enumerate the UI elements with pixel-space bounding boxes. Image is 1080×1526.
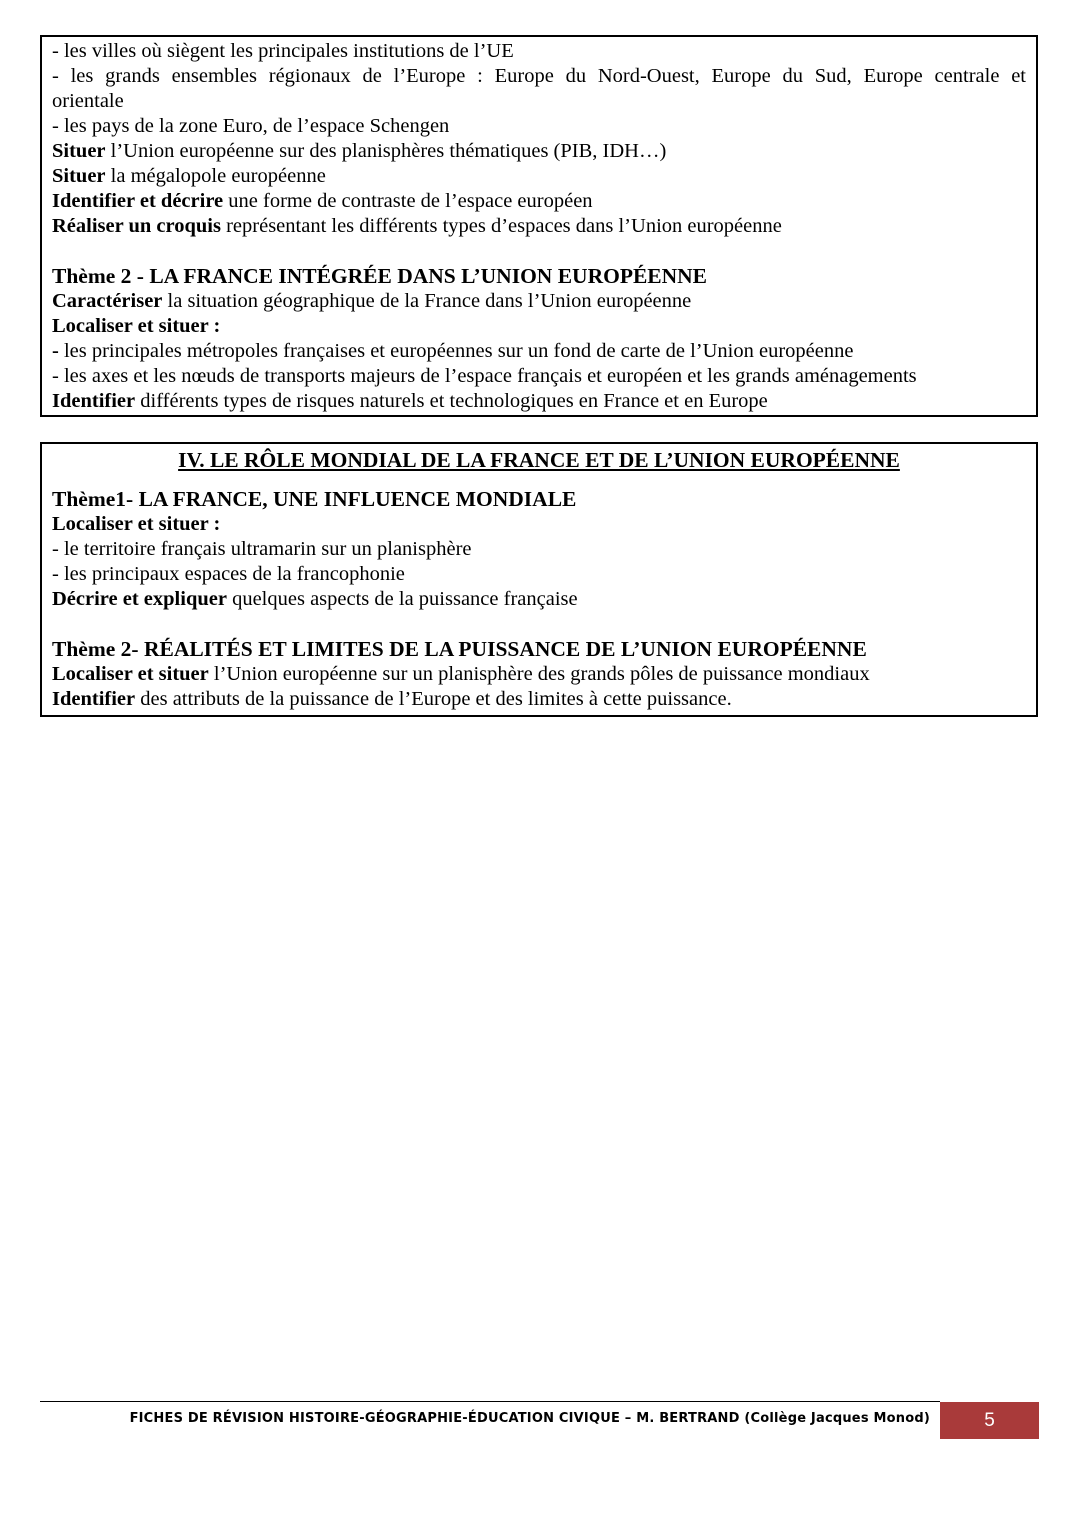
theme-title: Thème1- LA FRANCE, UNE INFLUENCE MONDIALE xyxy=(52,487,577,511)
page-number-badge: 5 xyxy=(940,1402,1039,1439)
spacer xyxy=(52,239,1026,264)
list-item xyxy=(52,339,1026,364)
spacer xyxy=(52,612,1026,637)
objective-text: différents types de risques naturels et technologiques en France et en Europe xyxy=(135,390,768,412)
list-item-continuation: orientale xyxy=(52,90,124,112)
objective-text: quelques aspects de la puissance française xyxy=(226,588,578,610)
objective-text: la situation géographique de la France dans l’Union européenne xyxy=(162,290,692,312)
theme-title: Thème 2- RÉALITÉS ET LIMITES DE LA PUISSANCE DE L’UNION EUROPÉENNE xyxy=(52,637,867,661)
objective-verb: Réaliser un croquis xyxy=(52,215,221,237)
list-item: - le territoire français ultramarin sur un planisphère xyxy=(52,538,472,560)
list-item: - les villes où siègent les principales institutions de l’UE xyxy=(52,40,514,62)
footer-text: FICHES DE RÉVISION HISTOIRE-GÉOGRAPHIE-ÉDUCATION CIVIQUE – M. BERTRAND (Collège Jacques Monod) xyxy=(129,1411,930,1426)
objective-verb: Localiser et situer xyxy=(52,663,209,685)
objective-verb: Situer xyxy=(52,165,106,187)
objective-line xyxy=(52,139,1026,164)
list-text: les principales métropoles françaises et européennes sur un fond de carte de l’Union européenne xyxy=(58,340,854,362)
objective-text: l’Union européenne sur un planisphère des grands pôles de puissance mondiaux xyxy=(208,663,870,685)
objective-verb: Décrire et expliquer xyxy=(52,588,227,610)
list-item: - les axes et les nœuds de transports majeurs de l’espace français et européen et les grands aménagements xyxy=(52,365,917,387)
list-item: - les pays de la zone Euro, de l’espace Schengen xyxy=(52,115,450,137)
theme-title: Thème 2 - LA FRANCE INTÉGRÉE DANS L’UNION EUROPÉENNE xyxy=(52,264,708,288)
footer-divider xyxy=(40,1401,940,1402)
objective-text: représentant les différents types d’espaces dans l’Union européenne xyxy=(220,215,782,237)
objective-text: l’Union européenne sur des planisphères thématiques (PIB, IDH…) xyxy=(105,140,667,162)
objective-line xyxy=(52,662,1026,687)
objective-line xyxy=(52,189,1026,214)
section-4-box xyxy=(40,442,1038,717)
objective-text: une forme de contraste de l’espace européen xyxy=(223,190,593,212)
list-item: - les principaux espaces de la francophonie xyxy=(52,563,405,585)
objective-heading: Localiser et situer : xyxy=(52,513,221,535)
objective-verb: Situer xyxy=(52,140,106,162)
objective-text: la mégalopole européenne xyxy=(105,165,326,187)
objective-heading: Localiser et situer : xyxy=(52,315,221,337)
section-3-continuation-box xyxy=(40,35,1038,417)
objective-line xyxy=(52,214,1026,239)
objective-text: des attributs de la puissance de l’Europe et des limites à cette puissance. xyxy=(135,688,732,710)
section-title: IV. LE RÔLE MONDIAL DE LA FRANCE ET DE L’UNION EUROPÉENNE xyxy=(178,448,900,472)
objective-line xyxy=(52,389,1026,414)
list-item: - les grands ensembles régionaux de l’Europe : Europe du Nord-Ouest, Europe du Sud, Europe centrale et xyxy=(52,65,1026,87)
objective-line xyxy=(52,587,1026,612)
objective-verb: Caractériser xyxy=(52,290,163,312)
objective-verb: Identifier xyxy=(52,688,136,710)
objective-verb: Identifier et décrire xyxy=(52,190,224,212)
objective-line xyxy=(52,289,1026,314)
objective-verb: Identifier xyxy=(52,390,136,412)
objective-line xyxy=(52,687,1026,712)
objective-line xyxy=(52,164,1026,189)
list-dash: - xyxy=(52,340,59,362)
